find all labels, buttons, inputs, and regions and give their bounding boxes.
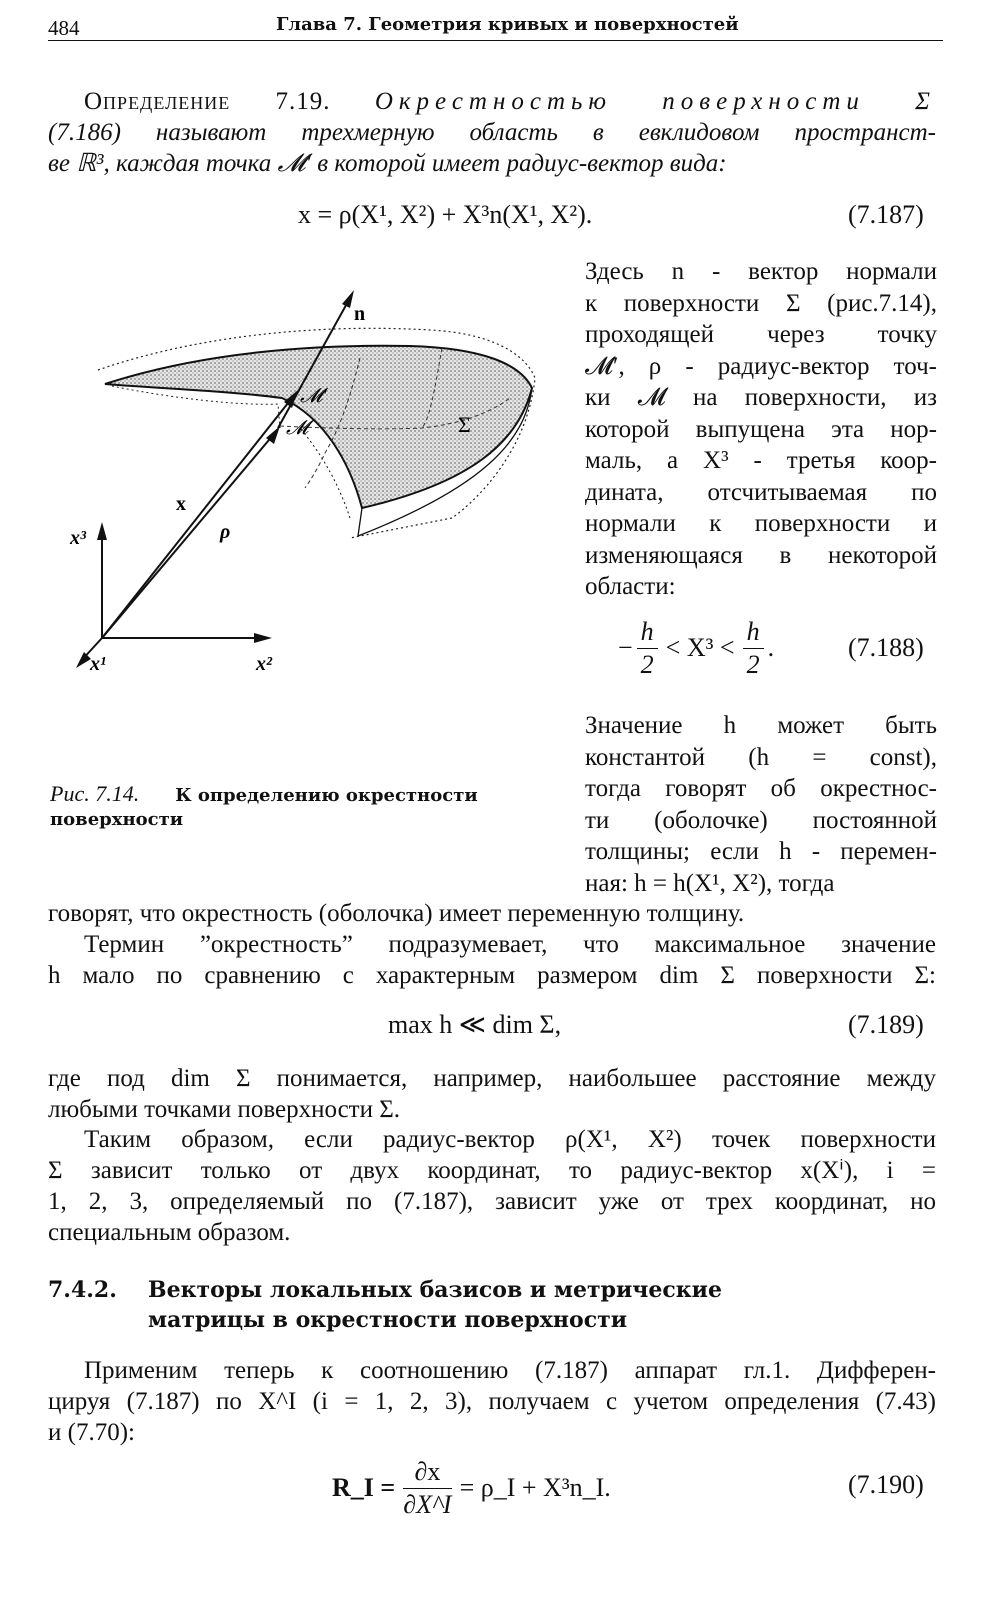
label-x2: x²	[256, 653, 272, 675]
label-x: x	[176, 493, 186, 515]
figure-caption	[50, 782, 550, 832]
side-line: толщины; если h - перемен-	[585, 838, 937, 865]
para4-line-2: Σ зависит только от двух координат, то радиус-вектор x(Xⁱ), i =	[48, 1157, 936, 1184]
para3-line-1: где под dim Σ понимается, например, наибольшее расстояние между	[48, 1065, 936, 1092]
equation-number-7-188: (7.188)	[848, 633, 924, 662]
label-rho: ρ	[220, 521, 231, 543]
definition-label: Определение 7.19.	[84, 88, 331, 115]
side-line: которой выпущена эта нор-	[585, 415, 937, 443]
vector-x	[102, 398, 292, 638]
page-number: 484	[48, 16, 80, 40]
side-text-block	[585, 256, 937, 603]
para5-line-3: и (7.70):	[48, 1419, 135, 1446]
side-line: дината, отсчитываемая по	[585, 478, 937, 506]
equation-7-190	[332, 1450, 611, 1526]
definition-line-2: (7.186) называют трехмерную область в евклидовом пространст-	[48, 119, 936, 146]
paragraph-dim	[48, 1063, 936, 1125]
equation-7-189: max h ≪ dim Σ,	[388, 1010, 562, 1039]
side-line: ти (оболочке) постоянной	[585, 806, 937, 834]
side-line: к поверхности Σ (рис.7.14),	[585, 289, 937, 317]
label-x1: x¹	[90, 653, 106, 675]
label-n: n	[354, 303, 366, 325]
paragraph-thus	[48, 1124, 936, 1248]
label-sigma: Σ	[458, 412, 471, 437]
label-m-prime: 𝓜′	[300, 385, 327, 407]
equation-7-188	[618, 612, 774, 684]
definition-body	[48, 117, 936, 179]
side-line: изменяющаяся в некоторой	[585, 541, 937, 569]
side-line: 𝓜′, ρ - радиус-вектор точ-	[585, 352, 937, 380]
section-title-line-1: Векторы локальных базисов и метрические	[148, 1277, 722, 1303]
side-text-block-2	[585, 710, 937, 899]
side-line: области:	[585, 573, 676, 600]
para5-line-1: Применим теперь к соотношению (7.187) аппарат гл.1. Дифферен-	[84, 1357, 936, 1384]
side-line: ки 𝓜 на поверхности, из	[585, 384, 937, 411]
para4-line-4: специальным образом.	[48, 1219, 291, 1246]
axis-x3-arrow	[97, 522, 107, 540]
para4-line-1: Таким образом, если радиус-вектор ρ(X¹, X²) точек поверхности	[84, 1126, 936, 1153]
definition-term: Окрестностью поверхности Σ	[374, 88, 936, 115]
figure-caption-label: Рис. 7.14.	[50, 781, 140, 806]
eq188-fraction-left: $\frac{h}{2}$	[637, 616, 658, 681]
side-line: проходящей через точку	[585, 321, 937, 348]
equation-number-7-190: (7.190)	[848, 1470, 924, 1499]
figure-surface-neighbourhood	[50, 278, 560, 683]
label-m: 𝓜	[286, 417, 309, 439]
section-title-line-2: матрицы в окрестности поверхности	[148, 1307, 628, 1333]
label-x3: x³	[70, 527, 86, 549]
side-line: маль, а X³ - третья коор-	[585, 447, 937, 474]
vector-rho	[102, 434, 274, 638]
para4-line-3: 1, 2, 3, определяемый по (7.187), зависит уже от трех координат, но	[48, 1188, 936, 1215]
section-heading	[48, 1275, 948, 1335]
side-line: нормали к поверхности и	[585, 510, 937, 537]
eq188-minus: −	[618, 633, 633, 662]
para2-line-2: h мало по сравнению с характерным размером dim Σ поверхности Σ:	[48, 962, 936, 989]
axis-x1-arrow	[76, 652, 91, 668]
eq188-end: .	[767, 633, 775, 662]
running-title: Глава 7. Геометрия кривых и поверхностей	[276, 14, 739, 35]
section-number: 7.4.2.	[48, 1277, 117, 1303]
figure-caption-text: К определению окрестности поверхности	[50, 785, 478, 830]
paragraph-term	[48, 929, 936, 991]
side-line: Здесь n - вектор нормали	[585, 258, 937, 285]
para3-line-2: любыми точками поверхности Σ.	[48, 1096, 401, 1123]
side-line: Значение h может быть	[585, 712, 937, 739]
eq190-rhs: = ρ_I + X³n_I.	[459, 1473, 611, 1502]
paragraph-continued: говорят, что окрестность (оболочка) имеет переменную толщину.	[48, 900, 745, 927]
equation-7-187: x = ρ(X¹, X²) + X³n(X¹, X²).	[298, 200, 593, 229]
definition-line-1	[84, 86, 936, 117]
eq188-middle: < X³ <	[665, 633, 735, 662]
definition-line-3: ве ℝ³, каждая точка 𝓜′ в которой имеет радиус-вектор вида:	[48, 150, 727, 177]
axis-x2-arrow	[254, 633, 272, 643]
eq190-fraction: $\frac{\partial x}{\partial X\^{}I}$	[403, 1456, 452, 1519]
side-line: ная: h = h(X¹, X²), тогда	[585, 869, 835, 897]
side-line: константой (h = const),	[585, 743, 937, 771]
para2-line-1: Термин ”окрестность” подразумевает, что максимальное значение	[84, 931, 936, 958]
equation-number-7-187: (7.187)	[848, 200, 924, 229]
para5-line-2: цируя (7.187) по X^I (i = 1, 2, 3), получаем с учетом определения (7.43)	[48, 1388, 936, 1415]
equation-number-7-189: (7.189)	[848, 1010, 924, 1039]
eq188-fraction-right: $\frac{h}{2}$	[743, 616, 764, 681]
paragraph-apply	[48, 1355, 936, 1448]
running-header	[48, 14, 943, 41]
side-line: тогда говорят об окрестнос-	[585, 775, 937, 802]
normal-n-arrow	[342, 290, 354, 308]
eq190-lhs: R_I =	[332, 1473, 396, 1502]
